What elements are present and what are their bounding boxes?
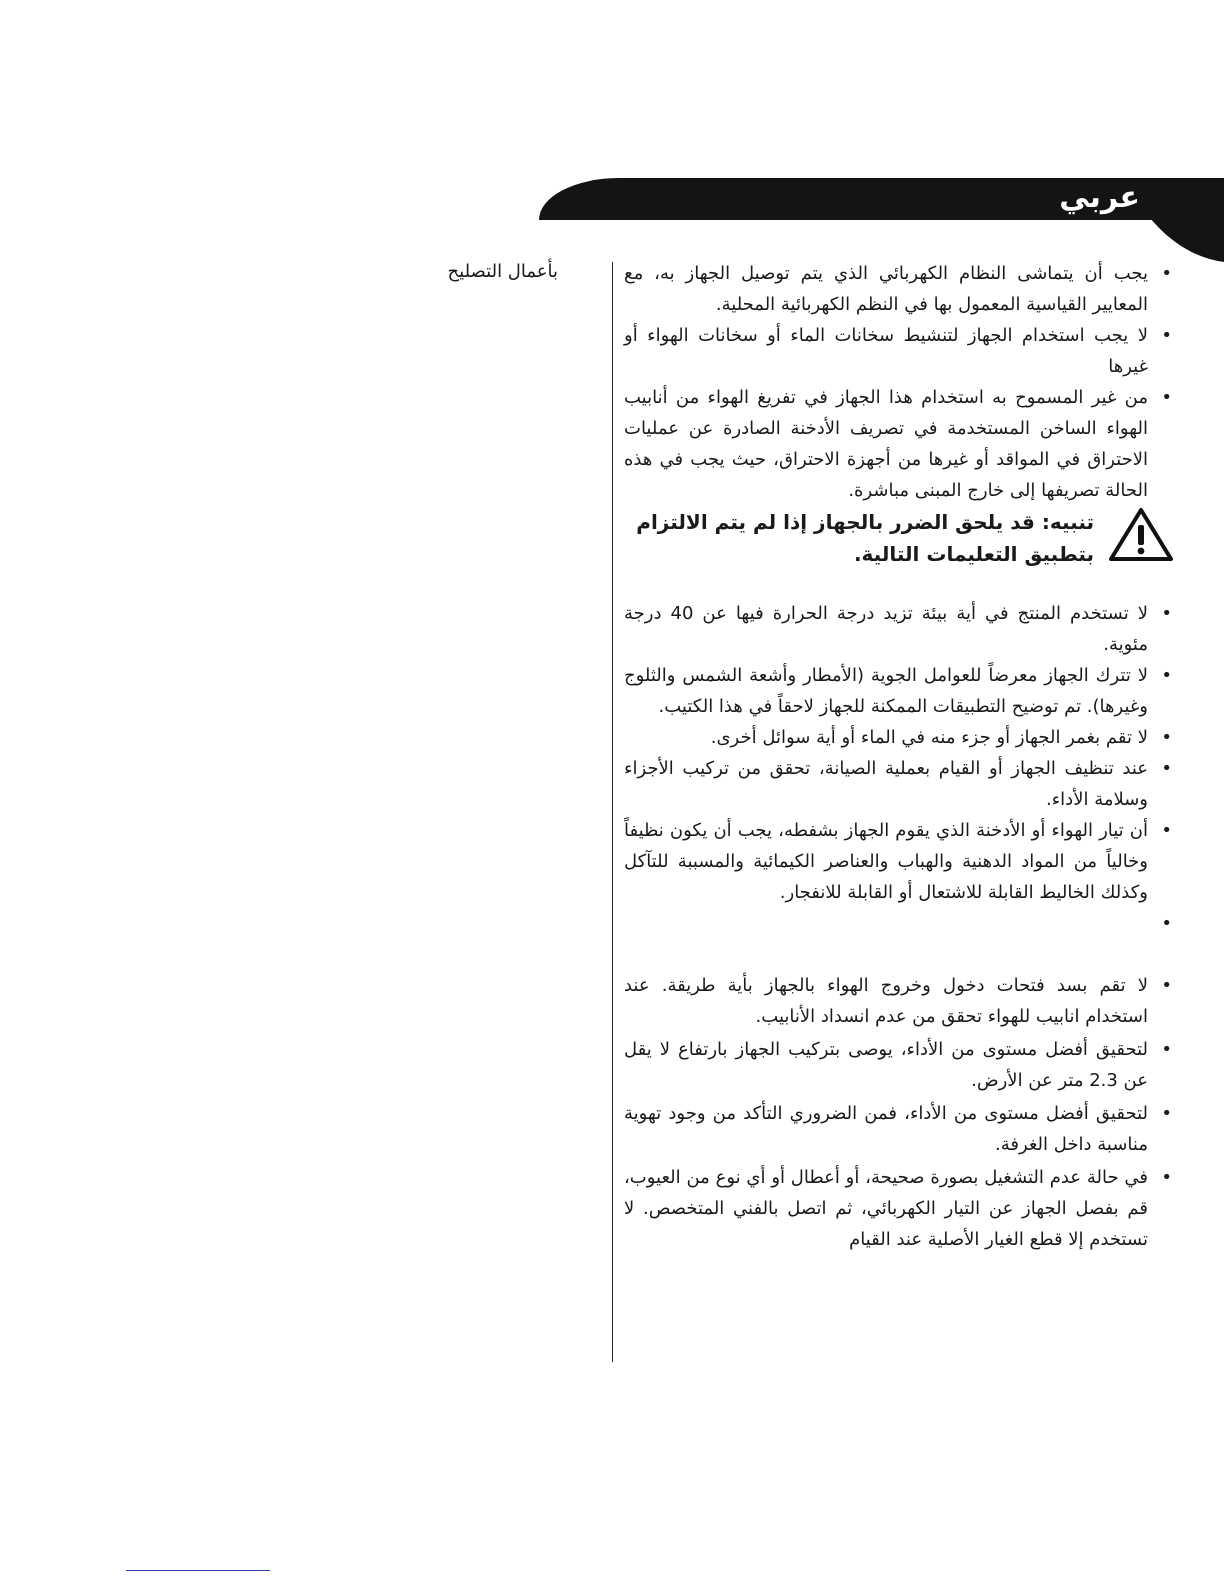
- list-item: • عند تنظيف الجهاز أو القيام بعملية الصيانة، تحقق من تركيب الأجزاء وسلامة الأداء.: [624, 753, 1174, 815]
- list-item: • في حالة عدم التشغيل بصورة صحيحة، أو أعطال أو أي نوع من العيوب، قم بفصل الجهاز عن التيار الكهربائي، ثم اتصل بالفني المتخصص. لا تستخدم إلا قطع الغيار الأصلية عند القيام: [624, 1162, 1174, 1255]
- list-item: • لا يجب استخدام الجهاز لتنشيط سخانات الماء أو سخانات الهواء أو غيرها: [624, 320, 1174, 382]
- empty-list-item: [624, 908, 1174, 970]
- main-text-column: [624, 258, 1174, 1257]
- list-item: • من غير المسموح به استخدام هذا الجهاز في تفريغ الهواء من أنابيب الهواء الساخن المستخدمة في تصريف الأدخنة الصادرة عن عمليات الاحتراق في المواقد أو غيرها من أجهزة الاحتراق، حيث يجب في هذه الحالة تصريفها إلى خارج المبنى مباشرة.: [624, 382, 1174, 506]
- warning-heading: تنبيه: قد يلحق الضرر بالجهاز إذا لم يتم الالتزام بتطبيق التعليمات التالية.: [636, 510, 1094, 566]
- safety-list-b: [624, 598, 1174, 970]
- section-language-title: عربي: [1059, 180, 1140, 215]
- list-item: • لتحقيق أفضل مستوى من الأداء، يوصى بتركيب الجهاز بارتفاع لا يقل عن 2.3 متر عن الأرض.: [624, 1034, 1174, 1096]
- list-item: • لتحقيق أفضل مستوى من الأداء، فمن الضروري التأكد من وجود تهوية مناسبة داخل الغرفة.: [624, 1098, 1174, 1160]
- safety-list-c: [624, 970, 1174, 1255]
- list-item: • لا تقم بسد فتحات دخول وخروج الهواء بالجهاز بأية طريقة. عند استخدام انابيب للهواء تحقق من عدم انسداد الأنابيب.: [624, 970, 1174, 1032]
- warning-block: [624, 506, 1174, 572]
- warning-triangle-icon: [1108, 506, 1174, 562]
- list-item: • لا تترك الجهاز معرضاً للعوامل الجوية (الأمطار وأشعة الشمس والثلوج وغيرها). تم توضيح التطبيقات الممكنة للجهاز لاحقاً في هذا الكتيب.: [624, 660, 1174, 722]
- column-divider: [612, 262, 613, 1362]
- left-column-continuation-text: بأعمال التصليح: [447, 261, 558, 282]
- safety-list-a: [624, 258, 1174, 506]
- footnote-rule: [126, 1570, 270, 1571]
- list-item: • لا تقم بغمر الجهاز أو جزء منه في الماء أو أية سوائل أخرى.: [624, 722, 1174, 753]
- list-item: • أن تيار الهواء أو الأدخنة الذي يقوم الجهاز بشفطه، يجب أن يكون نظيفاً وخالياً من المواد الدهنية والهباب والعناصر الكيمائية والمسببة للتآكل وكذلك الخاليط القابلة للاشتعال أو القابلة للانفجار.: [624, 815, 1174, 908]
- list-item: • لا تستخدم المنتج في أية بيئة تزيد درجة الحرارة فيها عن 40 درجة مئوية.: [624, 598, 1174, 660]
- list-item: • يجب أن يتماشى النظام الكهربائي الذي يتم توصيل الجهاز به، مع المعايير القياسية المعمول بها في النظم الكهربائية المحلية.: [624, 258, 1174, 320]
